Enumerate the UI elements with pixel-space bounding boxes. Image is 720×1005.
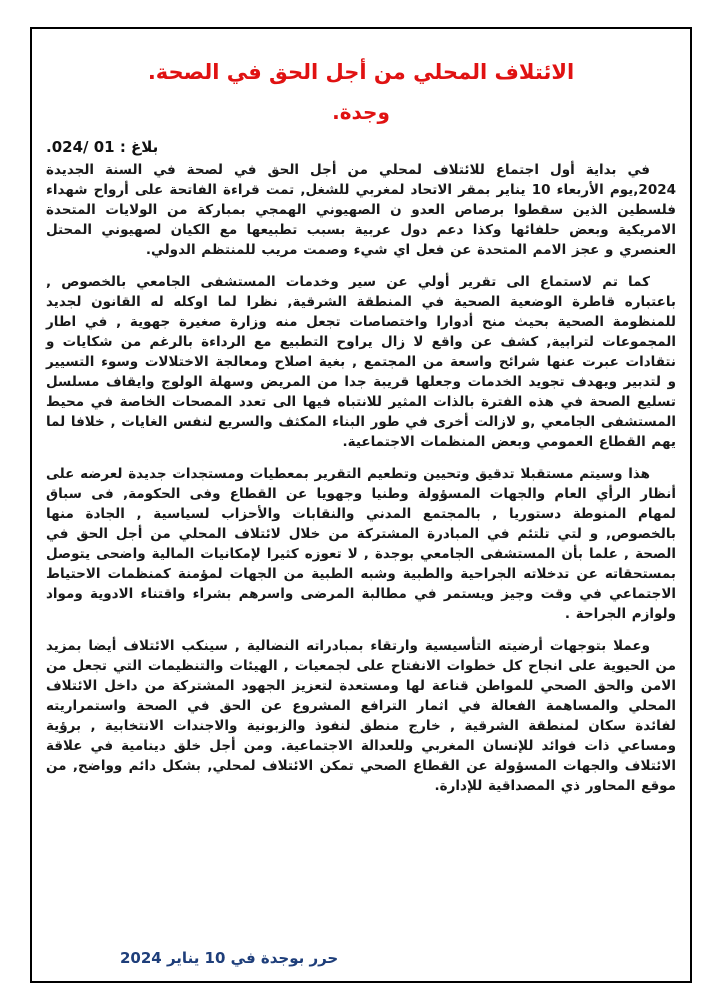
- document-border-frame: [30, 27, 692, 983]
- paragraph-future-update: هذا وسيتم مستقبلا تدقيق وتحيين وتطعيم التقرير بمعطيات ومستجدات جديدة لعرضه على أنظار الرأي العام والجهات المسؤولة وطنيا وجهويا عن القطاع وفى الحكومة, فى سباق لمهام المنوطة دستوريا , بالمجتمع المدني والنقابات والأحزاب لسياسية , الجادة منها بالخصوص, و لتي تلتئم في المبادرة المشتركة من خلال لائتلاف المحلي من أجل الحق في الصحة , علما بأن المستشفى الجامعي بوجدة , لا تعوزه كثيرا لإمكانيات المالية واضحى يتوصل بمستحقاته عن تدخلاته الجراحية والطبية وشبه الطبية من الجهات لمؤمنة كمنظمات الاحتياط الاجتماعي في وقت وجيز ويستمر في مطالبة المرضى واسرهم بشراء واقتناء الادوية ومواد ولوازم الجراحة .: [46, 466, 676, 623]
- document-subtitle-city: وجدة.: [332, 100, 390, 125]
- paragraph-opening-meeting: في بداية أول اجتماع للائتلاف لمحلي من أجل الحق في لصحة في السنة الجديدة 2024,يوم الأربعاء 10 يناير بمقر الاتحاد لمغربي للشغل, تمت قراءة الفاتحة على أرواح شهداء فلسطين الذين سقطوا برصاص العدو ن الصهيوني الهمجي بمباركة من الولايات المتحدة الامريكية وبعض حلفائها وكذا دعم دول عربية بسبب تطبيعها مع الكيان لصهيوني المحتل العنصري و عجز الامم المتحدة عن فعل اي شيء وصمت مريب للمنتظم الدولي.: [46, 162, 676, 259]
- paragraph-hospital-report: كما تم لاستماع الى تقرير أولي عن سير وخدمات المستشفى الجامعي بالخصوص , باعتباره قاطرة الوضعية الصحية في المنطقة الشرقية, نظرا لما اوكله له القانون لجديد للمنظومة الصحية بحيث منح أدوارا واختصاصات تجعل منه وزارة صغيرة جهوية , في اطار المجموعات لترابية, كشف عن واقع لا زال يراوح التطبيع مع الرداءة بالرغم من شكايات و نتقادات عبرت عنها شرائح واسعة من المجتمع , بغية اصلاح ومعالجة الاختلالات وسوء التسيير و لتدبير ويهدف تجويد الخدمات وجعلها قريبة جدا من المريض وسهلة الولوج وايقاف مسلسل تسليع الصحة في هذه الفترة بالذات المثير للانتباه فيها الى تعدد المصحات الخاصة في محيط المستشفى الجامعي ,و لازالت أخرى في طور البناء المكثف والسريع لنفس الغايات , خلافا لما يهم القطاع العمومي وبعض المنظمات الاجتماعية.: [45, 274, 676, 451]
- paragraph-coalition-plans: وعملا بتوجهات أرضيته التأسيسية وارتقاء بمبادراته النضالية , سينكب الائتلاف أيضا بمزيد من الحيوية على انجاح كل خطوات الانفتاح على لجمعيات , الهيئات والتنظيمات التي تجعل من الامن والحق الصحي للمواطن قناعة لها ومستعدة لتعزيز الجهود المشتركة من داخل الائتلاف المحلي والمساهمة الفعالة في اثمار الترافع المشروع عن الحق في الصحة واستمراريته لفائدة سكان لمنطقة الشرقية , خارج منطق لنفوذ والزبونية والاجندات الانتخابية , برؤية ومساعي ذات فوائد للإنسان المغربي وللعدالة الاجتماعية. ومن أجل خلق دينامية في علاقة الائتلاف والجهات المسؤولة عن القطاع الصحي تمكن الائتلاف لمحلي, بشكل دائم وواضح, من موقع المحاور ذي المصداقية للإدارة.: [46, 638, 676, 795]
- issue-date-line: حرر بوجدة في 10 يناير 2024: [120, 949, 339, 967]
- bulletin-number-label: بلاغ : 01 /024.: [46, 138, 159, 157]
- document-title: الائتلاف المحلي من أجل الحق في الصحة.: [147, 60, 575, 84]
